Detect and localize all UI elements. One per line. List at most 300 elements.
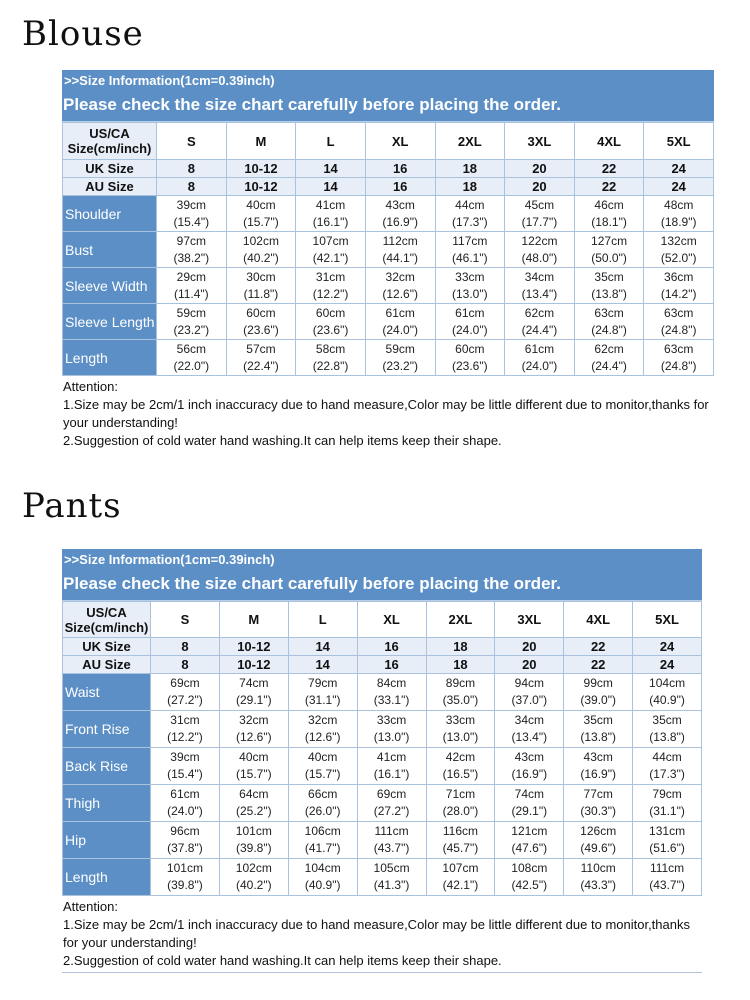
blouse-measure-inch: (11.4") (173, 286, 209, 301)
pants-measure-cm: 66cm (308, 787, 338, 801)
blouse-measure-inch: (23.2") (382, 358, 418, 373)
blouse-au-size-cell: 20 (505, 178, 575, 196)
blouse-measure-cm: 58cm (315, 341, 346, 356)
pants-measure-cm: 104cm (649, 676, 686, 690)
blouse-measure-cell (435, 196, 505, 232)
blouse-measure-inch: (48.0") (521, 250, 558, 265)
pants-measure-cm: 74cm (514, 787, 544, 801)
pants-measure-inch: (13.8") (580, 730, 616, 744)
pants-measure-inch: (12.6") (304, 730, 341, 744)
blouse-measure-cell (505, 340, 575, 376)
blouse-measure-inch: (12.2") (312, 286, 349, 301)
blouse-measure-cm: 34cm (524, 269, 555, 284)
blouse-header-first-cell (63, 123, 157, 160)
blouse-measure-cell (226, 340, 296, 376)
pants-attention (62, 896, 702, 970)
blouse-size-table (62, 122, 714, 376)
pants-uk-size-cell: 8 (151, 638, 220, 656)
pants-measure-inch: (42.5") (511, 878, 548, 892)
pants-measure-label: Thigh (63, 785, 151, 822)
blouse-measure-cm: 44cm (455, 197, 485, 212)
pants-measure-cm: 34cm (514, 713, 544, 727)
pants-measure-inch: (15.4") (167, 767, 203, 781)
pants-measure-cm: 101cm (166, 861, 203, 875)
blouse-au-size-cell: 24 (644, 178, 714, 196)
pants-measure-inch: (17.3") (649, 767, 685, 781)
pants-measure-cell (151, 748, 220, 785)
pants-measure-cell (219, 785, 288, 822)
blouse-attention-title: Attention: (63, 379, 118, 394)
pants-uk-size-cell: 24 (633, 638, 702, 656)
blouse-measure-cm: 30cm (246, 269, 276, 284)
blouse-measure-inch: (17.7") (521, 214, 558, 229)
pants-measure-row (63, 674, 702, 711)
blouse-measure-cm: 39cm (176, 197, 206, 212)
blouse-measure-cm: 63cm (664, 341, 694, 356)
blouse-measure-cm: 60cm (455, 341, 485, 356)
pants-measure-cm: 71cm (445, 787, 476, 801)
blouse-measure-cm: 122cm (521, 233, 558, 248)
pants-measure-inch: (33.1") (373, 693, 410, 707)
blouse-measure-inch: (22.0") (173, 358, 210, 373)
pants-measure-cell (151, 711, 220, 748)
blouse-measure-cm: 97cm (176, 233, 206, 248)
blouse-measure-inch: (18.9") (660, 214, 697, 229)
pants-measure-inch: (27.2") (373, 804, 410, 818)
pants-measure-cm: 99cm (583, 676, 613, 690)
pants-measure-cell (633, 859, 702, 896)
blouse-measure-cm: 63cm (594, 305, 624, 320)
blouse-uk-size-cell: 18 (435, 160, 505, 178)
blouse-measure-inch: (16.1") (312, 214, 349, 229)
pants-measure-cm: 104cm (304, 861, 341, 875)
blouse-uk-size-cell: 16 (365, 160, 435, 178)
pants-section-title: Pants (22, 486, 122, 526)
blouse-measure-inch: (40.2") (243, 250, 279, 265)
pants-measure-cell (633, 674, 702, 711)
blouse-measure-cell (644, 196, 714, 232)
blouse-measure-cell (435, 304, 505, 340)
blouse-measure-cm: 61cm (524, 341, 555, 356)
pants-measure-inch: (43.7") (373, 841, 410, 855)
pants-measure-cm: 33cm (445, 713, 476, 727)
blouse-au-size-cell: 18 (435, 178, 505, 196)
pants-uk-size-cell: 14 (288, 638, 357, 656)
blouse-measure-cell (574, 340, 644, 376)
blouse-measure-inch: (16.9") (382, 214, 418, 229)
pants-header-row (63, 602, 702, 638)
pants-measure-cell (219, 711, 288, 748)
blouse-measure-cm: 112cm (382, 233, 418, 248)
pants-measure-cell (633, 822, 702, 859)
blouse-measure-inch: (42.1") (312, 250, 349, 265)
pants-measure-cm: 101cm (235, 824, 272, 838)
blouse-measure-inch: (24.8") (591, 322, 627, 337)
pants-banner (62, 549, 702, 601)
blouse-size-info: >>Size Information(1cm=0.39inch) (64, 73, 275, 88)
pants-measure-cell (357, 785, 426, 822)
pants-measure-cell (288, 859, 357, 896)
blouse-measure-cm: 57cm (246, 341, 276, 356)
pants-measure-inch: (43.3") (580, 878, 616, 892)
pants-size-header: 5XL (633, 602, 702, 638)
blouse-size-header: L (296, 123, 366, 160)
blouse-uk-size-cell: 10-12 (226, 160, 296, 178)
blouse-measure-cell (365, 304, 435, 340)
blouse-measure-inch: (46.1") (452, 250, 488, 265)
pants-attention-title: Attention: (63, 899, 118, 914)
pants-measure-inch: (37.0") (511, 693, 548, 707)
pants-measure-inch: (40.9") (304, 878, 341, 892)
blouse-measure-inch: (17.3") (452, 214, 488, 229)
blouse-measure-cell (435, 268, 505, 304)
blouse-measure-cm: 63cm (664, 305, 694, 320)
pants-au-size-label: AU Size (63, 656, 151, 674)
blouse-measure-cm: 60cm (315, 305, 346, 320)
pants-measure-cm: 33cm (376, 713, 407, 727)
pants-measure-cell (564, 748, 633, 785)
blouse-measure-cell (574, 304, 644, 340)
blouse-measure-cm: 40cm (246, 197, 276, 212)
pants-measure-inch: (37.8") (167, 841, 203, 855)
pants-size-header: M (219, 602, 288, 638)
pants-header-first-line: US/CA (86, 604, 127, 620)
blouse-measure-cm: 32cm (385, 269, 415, 284)
pants-measure-cm: 39cm (170, 750, 200, 764)
pants-measure-inch: (15.7") (236, 767, 272, 781)
blouse-measure-cm: 62cm (524, 305, 555, 320)
blouse-measure-cell (644, 304, 714, 340)
pants-au-size-cell: 16 (357, 656, 426, 674)
blouse-attention (62, 376, 714, 450)
blouse-measure-cm: 61cm (385, 305, 415, 320)
pants-measure-row (63, 711, 702, 748)
pants-measure-label: Waist (63, 674, 151, 711)
pants-measure-inch: (13.8") (649, 730, 685, 744)
pants-measure-cm: 77cm (583, 787, 613, 801)
pants-au-size-cell: 18 (426, 656, 495, 674)
blouse-measure-cm: 127cm (591, 233, 628, 248)
pants-size-table (62, 601, 702, 896)
pants-measure-inch: (16.1") (373, 767, 410, 781)
pants-measure-inch: (42.1") (442, 878, 479, 892)
pants-measure-inch: (13.4") (511, 730, 548, 744)
blouse-measure-inch: (38.2") (173, 250, 210, 265)
pants-measure-cm: 108cm (511, 861, 548, 875)
blouse-measure-cell (157, 340, 227, 376)
blouse-measure-inch: (23.6") (452, 358, 488, 373)
pants-measure-cell (495, 748, 564, 785)
pants-measure-cell (495, 822, 564, 859)
pants-measure-cm: 106cm (304, 824, 341, 838)
blouse-measure-cell (574, 268, 644, 304)
blouse-attention-note-2: 2.Suggestion of cold water hand washing.It can help items keep their shape. (63, 433, 502, 448)
pants-measure-inch: (35.0") (442, 693, 479, 707)
pants-measure-cell (288, 748, 357, 785)
pants-measure-inch: (27.2") (167, 693, 203, 707)
blouse-measure-cm: 56cm (176, 341, 206, 356)
blouse-size-header: 3XL (505, 123, 575, 160)
blouse-measure-cm: 36cm (664, 269, 694, 284)
pants-au-size-cell: 20 (495, 656, 564, 674)
blouse-measure-inch: (24.0") (452, 322, 488, 337)
pants-measure-cell (288, 711, 357, 748)
blouse-measure-cell (644, 268, 714, 304)
blouse-measure-label: Shoulder (63, 196, 157, 232)
blouse-measure-cell (435, 232, 505, 268)
pants-measure-inch: (13.0") (442, 730, 479, 744)
pants-measure-row (63, 748, 702, 785)
pants-measure-cm: 79cm (308, 676, 338, 690)
blouse-measure-cell (157, 268, 227, 304)
blouse-measure-inch: (22.4") (243, 358, 279, 373)
pants-measure-cell (564, 822, 633, 859)
pants-measure-inch: (31.1") (649, 804, 685, 818)
pants-measure-cell (426, 674, 495, 711)
blouse-measure-cm: 29cm (176, 269, 206, 284)
blouse-au-size-cell: 22 (574, 178, 644, 196)
blouse-measure-cm: 102cm (242, 233, 279, 248)
pants-measure-label: Length (63, 859, 151, 896)
blouse-header-first-line: US/CA (89, 126, 130, 141)
blouse-section-title: Blouse (22, 14, 144, 54)
pants-measure-cm: 42cm (445, 750, 476, 764)
blouse-measure-cell (296, 268, 366, 304)
pants-measure-cell (357, 748, 426, 785)
blouse-measure-cm: 59cm (176, 305, 206, 320)
blouse-measure-cm: 45cm (524, 197, 555, 212)
blouse-measure-cell (505, 232, 575, 268)
pants-measure-cm: 32cm (308, 713, 338, 727)
blouse-measure-cm: 35cm (594, 269, 624, 284)
blouse-measure-cell (644, 232, 714, 268)
pants-measure-inch: (16.9") (580, 767, 616, 781)
blouse-measure-cell (365, 340, 435, 376)
pants-measure-cell (426, 822, 495, 859)
blouse-size-header: 2XL (435, 123, 505, 160)
pants-measure-inch: (51.6") (649, 841, 685, 855)
pants-measure-cell (288, 785, 357, 822)
blouse-measure-inch: (23.2") (173, 322, 210, 337)
pants-measure-cell (357, 859, 426, 896)
pants-measure-inch: (41.3") (373, 878, 410, 892)
pants-measure-cell (633, 785, 702, 822)
blouse-measure-row (63, 196, 714, 232)
blouse-measure-cell (157, 304, 227, 340)
pants-measure-cm: 89cm (445, 676, 476, 690)
blouse-measure-inch: (13.8") (591, 286, 627, 301)
pants-au-size-cell: 24 (633, 656, 702, 674)
pants-measure-cell (495, 674, 564, 711)
pants-measure-inch: (40.9") (649, 693, 685, 707)
pants-uk-size-cell: 10-12 (219, 638, 288, 656)
pants-au-size-row (63, 656, 702, 674)
pants-check-notice: Please check the size chart carefully before placing the order. (63, 574, 561, 593)
pants-measure-cell (288, 674, 357, 711)
pants-measure-cm: 40cm (308, 750, 338, 764)
pants-measure-cm: 43cm (514, 750, 544, 764)
pants-measure-cell (495, 711, 564, 748)
pants-au-size-cell: 22 (564, 656, 633, 674)
pants-uk-size-label: UK Size (63, 638, 151, 656)
pants-measure-cell (357, 711, 426, 748)
blouse-banner (62, 70, 714, 122)
blouse-measure-label: Length (63, 340, 157, 376)
pants-measure-row (63, 785, 702, 822)
blouse-measure-cm: 31cm (315, 269, 346, 284)
pants-measure-row (63, 859, 702, 896)
pants-measure-inch: (45.7") (442, 841, 479, 855)
blouse-size-header: 4XL (574, 123, 644, 160)
blouse-measure-cm: 107cm (312, 233, 349, 248)
pants-measure-inch: (25.2") (236, 804, 272, 818)
pants-measure-cm: 64cm (239, 787, 269, 801)
blouse-measure-cell (157, 196, 227, 232)
blouse-measure-inch: (24.0") (382, 322, 418, 337)
pants-measure-label: Hip (63, 822, 151, 859)
blouse-uk-size-cell: 8 (157, 160, 227, 178)
blouse-measure-label: Bust (63, 232, 157, 268)
pants-attention-note-2: 2.Suggestion of cold water hand washing.It can help items keep their shape. (63, 953, 502, 968)
pants-measure-cell (426, 748, 495, 785)
blouse-measure-inch: (12.6") (382, 286, 418, 301)
pants-size-header: 4XL (564, 602, 633, 638)
pants-au-size-cell: 8 (151, 656, 220, 674)
pants-measure-inch: (47.6") (511, 841, 548, 855)
blouse-attention-note-1: 1.Size may be 2cm/1 inch inaccuracy due to hand measure,Color may be little different due to monitor,thanks for your understanding! (63, 397, 709, 430)
pants-measure-label: Front Rise (63, 711, 151, 748)
blouse-measure-row (63, 340, 714, 376)
pants-header-first-cell (63, 602, 151, 638)
blouse-measure-cm: 59cm (385, 341, 415, 356)
pants-measure-cm: 111cm (649, 861, 685, 875)
pants-measure-cell (426, 785, 495, 822)
pants-measure-cell (151, 785, 220, 822)
blouse-measure-inch: (24.0") (521, 358, 558, 373)
blouse-measure-cell (505, 268, 575, 304)
blouse-measure-inch: (11.8") (243, 286, 279, 301)
pants-attention-note-1: 1.Size may be 2cm/1 inch inaccuracy due to hand measure,Color may be little different due to monitor,thanks for your understanding! (63, 917, 690, 950)
pants-measure-cm: 35cm (583, 713, 613, 727)
blouse-measure-cell (365, 232, 435, 268)
blouse-measure-inch: (14.2") (660, 286, 697, 301)
pants-au-size-cell: 14 (288, 656, 357, 674)
blouse-au-size-cell: 16 (365, 178, 435, 196)
pants-measure-inch: (39.8") (236, 841, 272, 855)
blouse-measure-cell (226, 232, 296, 268)
pants-measure-cm: 107cm (442, 861, 479, 875)
blouse-measure-cell (505, 304, 575, 340)
blouse-measure-cell (157, 232, 227, 268)
pants-measure-cell (495, 859, 564, 896)
blouse-measure-inch: (22.8") (312, 358, 349, 373)
pants-bottom-rule (62, 972, 702, 973)
pants-measure-cell (288, 822, 357, 859)
pants-size-header: 2XL (426, 602, 495, 638)
pants-measure-cell (426, 859, 495, 896)
blouse-measure-inch: (44.1") (382, 250, 418, 265)
blouse-measure-cell (296, 196, 366, 232)
blouse-measure-inch: (24.8") (660, 322, 697, 337)
blouse-size-header: XL (365, 123, 435, 160)
pants-measure-inch: (15.7") (304, 767, 341, 781)
pants-measure-cm: 94cm (514, 676, 544, 690)
blouse-size-header: 5XL (644, 123, 714, 160)
blouse-measure-cell (644, 340, 714, 376)
pants-measure-inch: (29.1") (511, 804, 548, 818)
pants-measure-cell (564, 674, 633, 711)
pants-header-first-line: Size(cm/inch) (64, 619, 149, 635)
pants-measure-inch: (13.0") (373, 730, 410, 744)
pants-measure-inch: (39.8") (167, 878, 203, 892)
blouse-measure-cell (365, 196, 435, 232)
blouse-measure-inch: (13.0") (452, 286, 488, 301)
pants-measure-cell (219, 674, 288, 711)
pants-measure-inch: (12.6") (236, 730, 272, 744)
blouse-measure-label: Sleeve Width (63, 268, 157, 304)
blouse-au-size-label: AU Size (63, 178, 157, 196)
pants-measure-inch: (29.1") (236, 693, 272, 707)
pants-measure-inch: (49.6") (580, 841, 616, 855)
blouse-measure-inch: (52.0") (660, 250, 697, 265)
blouse-measure-cm: 43cm (385, 197, 415, 212)
pants-measure-cell (426, 711, 495, 748)
pants-measure-cell (357, 674, 426, 711)
blouse-measure-row (63, 304, 714, 340)
pants-measure-cell (151, 822, 220, 859)
pants-measure-cell (219, 859, 288, 896)
pants-measure-cm: 102cm (235, 861, 272, 875)
pants-measure-cm: 43cm (583, 750, 613, 764)
pants-measure-cm: 44cm (652, 750, 682, 764)
pants-measure-inch: (41.7") (304, 841, 341, 855)
blouse-measure-cell (226, 196, 296, 232)
pants-measure-cm: 31cm (170, 713, 200, 727)
pants-measure-cm: 79cm (652, 787, 682, 801)
pants-measure-cm: 131cm (649, 824, 686, 838)
blouse-measure-cell (505, 196, 575, 232)
blouse-measure-inch: (24.4") (591, 358, 627, 373)
pants-measure-inch: (12.2") (167, 730, 203, 744)
pants-measure-cm: 32cm (239, 713, 269, 727)
blouse-measure-cell (296, 304, 366, 340)
pants-size-header: L (288, 602, 357, 638)
blouse-measure-row (63, 232, 714, 268)
blouse-uk-size-cell: 22 (574, 160, 644, 178)
pants-measure-inch: (43.7") (649, 878, 685, 892)
blouse-uk-size-cell: 14 (296, 160, 366, 178)
blouse-header-first-line: Size(cm/inch) (67, 141, 152, 156)
pants-measure-cell (151, 859, 220, 896)
blouse-au-size-cell: 14 (296, 178, 366, 196)
pants-uk-size-cell: 16 (357, 638, 426, 656)
pants-measure-inch: (40.2") (236, 878, 272, 892)
pants-measure-cm: 105cm (373, 861, 410, 875)
pants-au-size-cell: 10-12 (219, 656, 288, 674)
blouse-measure-cell (296, 232, 366, 268)
pants-measure-cell (219, 822, 288, 859)
pants-measure-cm: 61cm (170, 787, 200, 801)
pants-measure-row (63, 822, 702, 859)
blouse-measure-inch: (18.1") (591, 214, 627, 229)
pants-measure-cell (219, 748, 288, 785)
pants-measure-inch: (39.0") (580, 693, 616, 707)
blouse-measure-inch: (13.4") (521, 286, 558, 301)
pants-size-header: XL (357, 602, 426, 638)
pants-uk-size-cell: 18 (426, 638, 495, 656)
blouse-measure-inch: (24.8") (660, 358, 697, 373)
blouse-measure-cm: 117cm (452, 233, 488, 248)
